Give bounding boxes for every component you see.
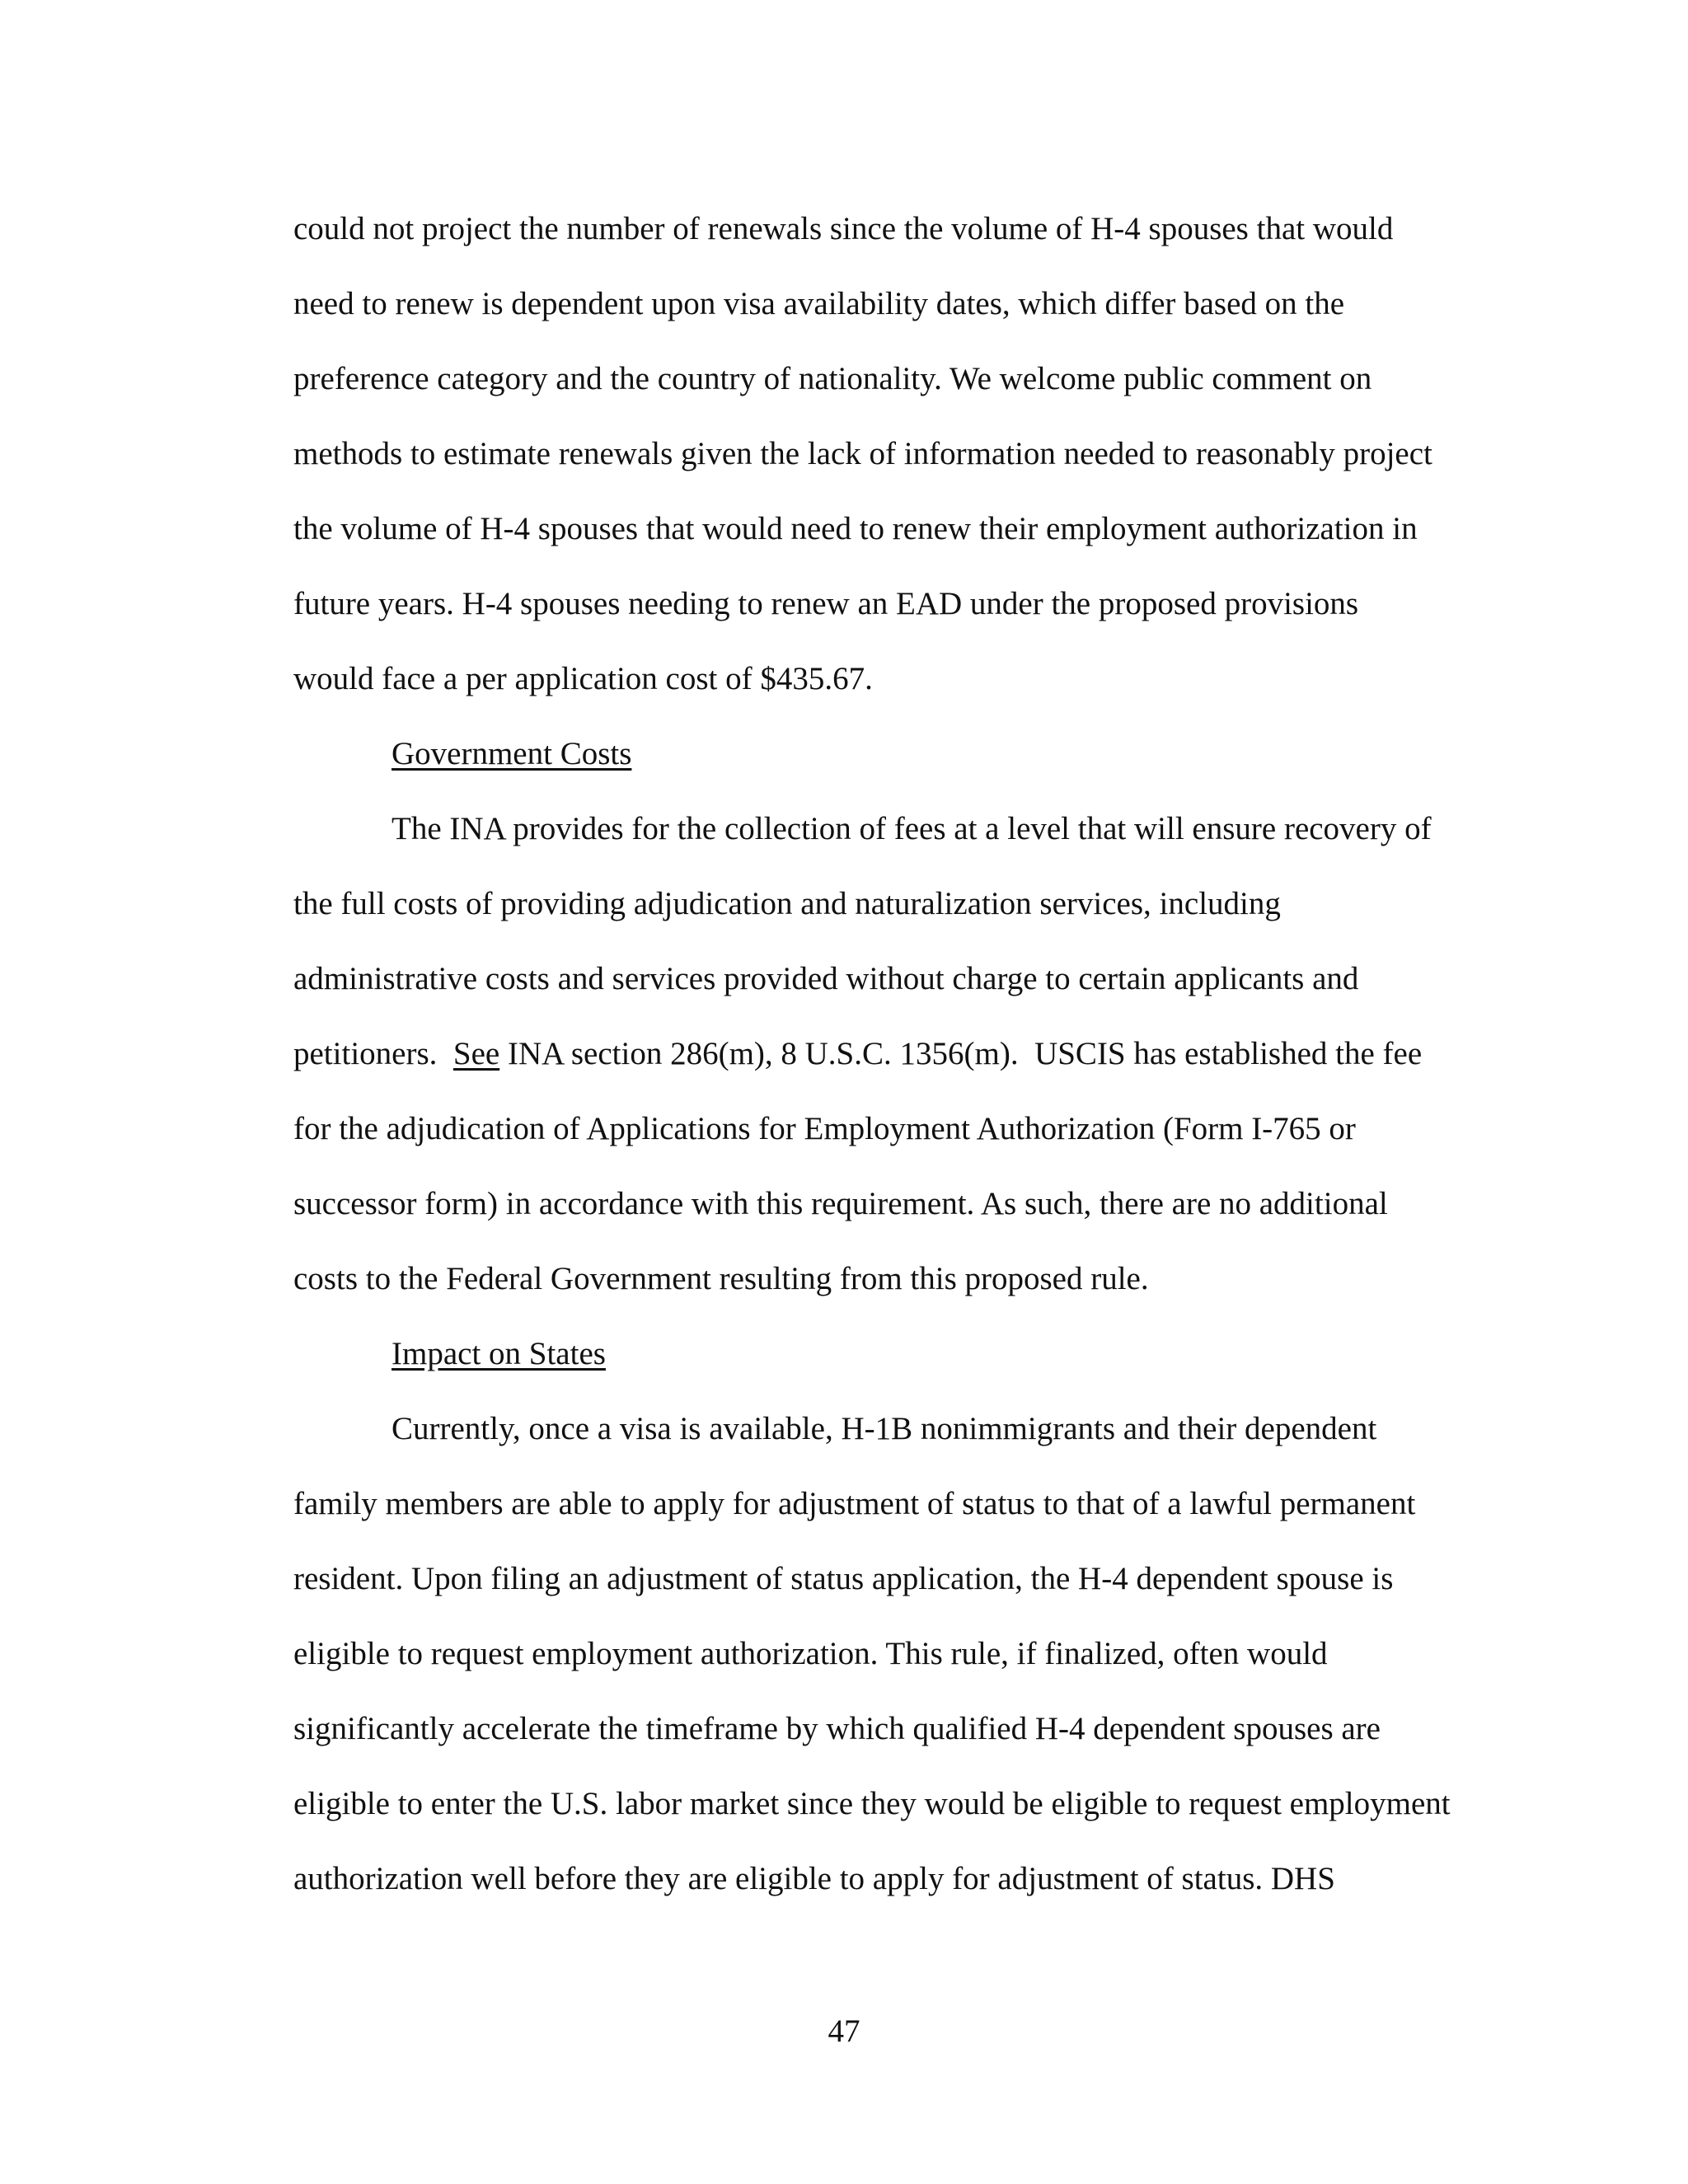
text-line: Currently, once a visa is available, H-1B nonimmigrants and their dependent [392,1411,1377,1446]
heading-government-costs [293,716,1480,791]
text-line: authorization well before they are eligible to apply for adjustment of status. DHS [293,1861,1335,1896]
text-line: would face a per application cost of $435.67. [293,661,873,696]
body-text [293,191,1480,1916]
text-line: significantly accelerate the timeframe by which qualified H-4 dependent spouses are [293,1711,1381,1746]
text-line: eligible to enter the U.S. labor market since they would be eligible to request employment [293,1786,1451,1821]
text-line: successor form) in accordance with this requirement. As such, there are no additional [293,1186,1388,1221]
text-line: preference category and the country of nationality. We welcome public comment on [293,361,1372,396]
paragraph-government-costs [293,791,1480,1316]
heading-impact-on-states [293,1316,1480,1391]
text-line: for the adjudication of Applications for Employment Authorization (Form I-765 or [293,1111,1356,1146]
text-line: need to renew is dependent upon visa availability dates, which differ based on the [293,286,1345,321]
text-segment: petitioners. [293,1036,453,1071]
text-segment: INA section 286(m), 8 U.S.C. 1356(m). USCIS has established the fee [499,1036,1423,1071]
text-line: resident. Upon filing an adjustment of status application, the H-4 dependent spouse is [293,1561,1394,1596]
text-line: methods to estimate renewals given the lack of information needed to reasonably project [293,436,1432,471]
heading-label: Government Costs [392,736,632,771]
text-line: the volume of H-4 spouses that would need to renew their employment authorization in [293,511,1418,546]
text-line: the full costs of providing adjudication and naturalization services, including [293,886,1281,921]
text-line: administrative costs and services provided without charge to certain applicants and [293,961,1359,996]
text-line: The INA provides for the collection of fees at a level that will ensure recovery of [392,811,1432,846]
heading-label: Impact on States [392,1336,606,1371]
see-citation-signal: See [452,1036,500,1071]
page-number: 47 [828,2013,860,2049]
text-line: could not project the number of renewals since the volume of H-4 spouses that would [293,211,1394,246]
text-line [293,1016,1480,1091]
text-line: family members are able to apply for adjustment of status to that of a lawful permanent [293,1486,1416,1521]
paragraph-impact-on-states [293,1391,1480,1916]
text-line: eligible to request employment authorization. This rule, if finalized, often would [293,1636,1328,1671]
paragraph-renewals [293,191,1480,716]
text-line: future years. H-4 spouses needing to renew an EAD under the proposed provisions [293,586,1359,621]
text-line: costs to the Federal Government resulting from this proposed rule. [293,1261,1149,1296]
